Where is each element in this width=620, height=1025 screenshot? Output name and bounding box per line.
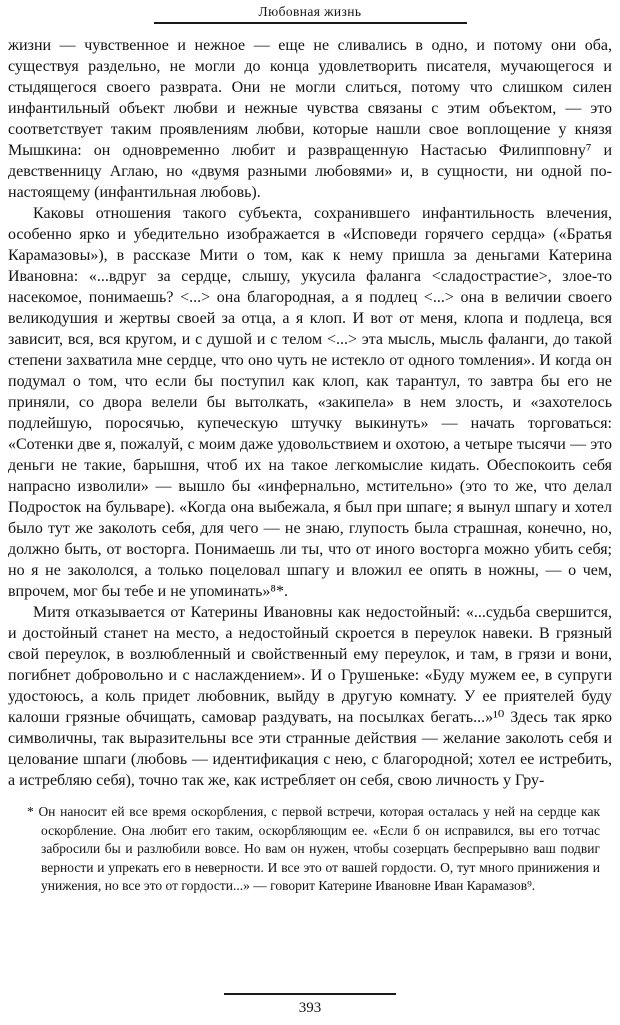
paragraph: жизни — чувственное и нежное — еще не сливались в одно, и потому они оба, существуя раздельно, не могли до конца удовлетворить писателя, мучающегося и стыдящегося своего разврата. Они не могли слиться, потому что слишком силен инфантильный объект любви и нежные чувства связаны с этим объектом, — это соответствует таким проявлениям любви, которые нашли свое воплощение у князя Мышкина: он одновременно любит и развращенную Настасью Филипповну⁷ и девственницу Аглаю, но «двумя разными любовями» и, в сущности, ни одной по-настоящему (инфантильная любовь). — [8, 37, 612, 201]
footnote-text: Он наносит ей все время оскорбления, с первой встречи, которая осталась у ней на сердце как оскорбление. Она любит его таким, оскорбляющим ее. «Если б он исправился, вы его тотчас забросили бы и разлюбили вовсе. Но вам он нужен, чтобы созерцать беспрерывно ваш подвиг верности и упрекать его в неверности. И все это от вашей гордости. О, тут много принижения и унижения, но все это от гордости...» — говорит Катерине Ивановне Иван Карамазов⁹. — [38, 804, 601, 893]
footnote-marker: * — [27, 804, 34, 819]
footnote — [8, 803, 612, 896]
running-header-title: Любовная жизнь — [258, 4, 362, 19]
header-rule — [154, 22, 467, 24]
footer-rule — [224, 993, 396, 995]
paragraph: Митя отказывается от Катерины Ивановны как недостойный: «...судьба свершится, и достойный станет на место, а недостойный скроется в переулок навеки. В грязный свой переулок, в возлюбленный и свойственный ему переулок, и там, в грязи и вони, погибнет добровольно и с наслаждением». И о Грушеньке: «Буду мужем ее, в супруги удостоюсь, а коль придет любовник, выйду в другую комнату. У ее приятелей буду калоши грязные обчищать, самовар раздувать, на посылках бегать...»¹⁰ Здесь так ярко символичны, так выразительны все эти странные действия — желание заколоть себя и целование шпаги (любовь — идентификация с нею, с благородной; хотел ее истребить, а истребляю себя), точно так же, как истребляет он себя, свою личность у Гру- — [8, 604, 612, 789]
page-body — [8, 35, 612, 791]
page-header — [8, 4, 612, 24]
paragraph: Каковы отношения такого субъекта, сохранившего инфантильность влечения, особенно ярко и убедительно изображается в «Исповеди горячего сердца» («Братья Карамазовы»), в рассказе Мити о том, как к нему пришла за деньгами Катерина Ивановна: «...вдруг за сердце, слышу, укусила фаланга <сладострастие>, злое-то насекомое, понимаешь? <...> она благородная, а я подлец <...> она в величии своего великодушия и жертвы своей за отца, а я клоп. И вот от меня, клопа и подлеца, вся зависит, вся, вся кругом, и с душой и с телом <...> эта мысль, мысль фаланги, до такой степени захватила мне сердце, что оно чуть не истекло от одного томления». И когда он подумал о том, что если бы поступил как клоп, как тарантул, то завтра бы его не приняли, со двора велели бы вытолкать, «закипела» в нем злость, и «захотелось подлейшую, поросячью, купеческую штучку выкинуть» — начать торговаться: «Сотенки две я, пожалуй, с моим даже удовольствием и охотою, а четыре тысячи — это деньги не такие, барышня, чтоб их на такое легкомыслие кидать. Обеспокоить себя напрасно изволили» — вышло бы «инфернально, мстительно» (это то же, что делал Подросток на бульваре). «Когда она выбежала, я был при шпаге; я вынул шпагу и хотел было тут же заколоть себя, для чего — не знаю, глупость была страшная, конечно, но, должно быть, от восторга. Понимаешь ли ты, что от иного восторга можно убить себя; но я не закололся, а только поцеловал шпагу и вложил ее опять в ножны, — о чем, впрочем, мог бы тебе и не упоминать»⁸*. — [8, 205, 612, 600]
page-footer — [8, 993, 612, 1019]
page-number: 393 — [298, 1000, 322, 1016]
